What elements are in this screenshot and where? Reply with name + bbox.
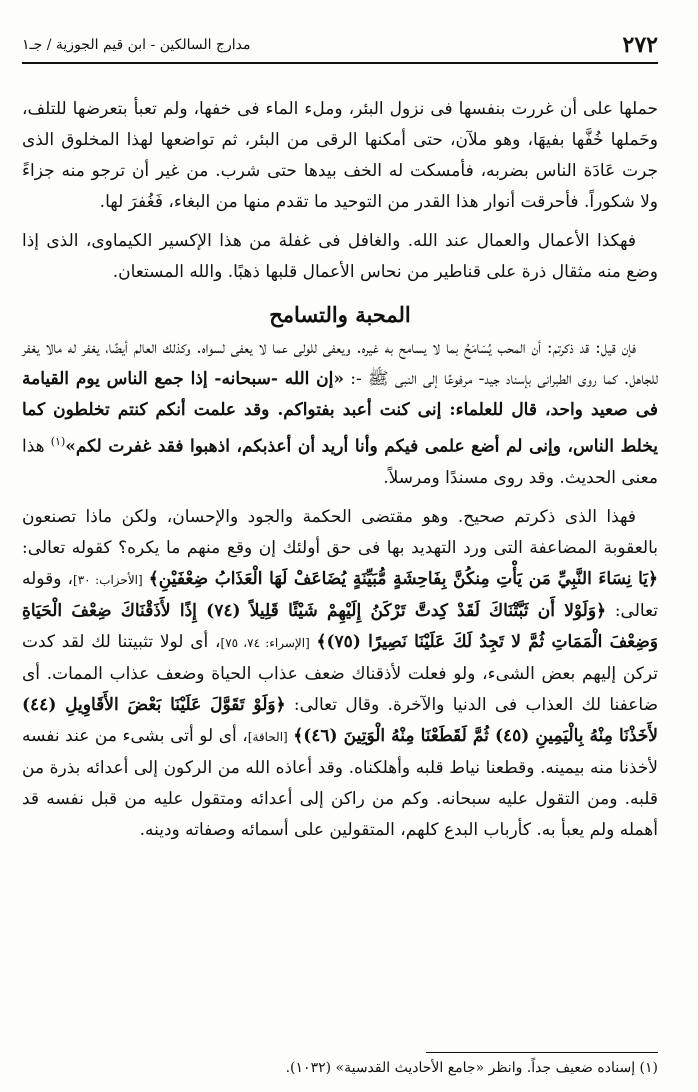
paragraph-4-commentary: ، أى لولا تثبيتنا لك لقد كدت تركن إليهم بعض الشىء، ولو فعلت لأذقناك ضعف عذاب الحياة وضعف عذاب الممات. أى ضاعفنا لك العذاب فى الدنيا والآخرة. وقال تعالى:	[22, 631, 659, 715]
paragraph-2: فهكذا الأعمال والعمال عند الله. والغافل فى غفلة من هذا الإكسير الكيماوى، الذى إذا وضع منه مثقال ذرة على قناطير من نحاس الأعمال قلبها ذهبًا. والله المستعان.	[22, 231, 658, 282]
quran-verse-1: ﴿يَا نِسَاءَ النَّبِيِّ مَن يَأْتِ مِنكُنَّ بِفَاحِشَةٍ مُّبَيِّنَةٍ يُضَاعَفْ لَهَا الْعَذَابُ ضِعْفَيْنِ﴾	[148, 568, 658, 589]
paragraph-4-connector: ، وقوله تعالى:	[22, 568, 659, 621]
quran-verse-2: ﴿وَلَوْلا أَن ثَبَّتْنَاكَ لَقَدْ كِدتَّ تَرْكَنُ إِلَيْهِمْ شَيْئًا قَلِيلاً (٧٤) إِذًا لأَذَقْنَاكَ ضِعْفَ الْحَيَاةِ وَضِعْفَ الْمَمَاتِ ثُمَّ لا تَجِدُ لَكَ عَلَيْنَا نَصِيرًا (٧٥)﴾	[22, 600, 659, 652]
page-number: ٢٧٢	[622, 32, 658, 58]
verse-ref-3: [الحاقة]	[247, 729, 288, 744]
footnote-marker: (١)	[50, 435, 66, 448]
verse-ref-1: [الأحزاب: ٣٠]	[73, 572, 143, 587]
paragraph-4-intro: فهذا الذى ذكرتم صحيح. وهو مقتضى الحكمة والجود والإحسان، ولكن ماذا تصنعون بالعقوبة المضاعفة التى ورد التهديد بها فى حق أولئك إن وقع منهم ما يكره؟ كقوله تعالى:	[22, 506, 658, 558]
quran-verse-3: ﴿وَلَوْ تَقَوَّلَ عَلَيْنَا بَعْضَ الأَقَاوِيلِ (٤٤) لأَخَذْنَا مِنْهُ بِالْيَمِينِ (٤٥) ثُمَّ لَقَطَعْنَا مِنْهُ الْوَتِينَ (٤٦)﴾	[22, 694, 658, 746]
paragraph-3	[22, 333, 658, 494]
section-title: المحبة والتسامح	[269, 302, 411, 327]
paragraph-3-end: هذا معنى الحديث. وقد روى مسندًا ومرسلاً.	[22, 436, 658, 488]
hadith-text: «إن الله -سبحانه- إذا جمع الناس يوم القيامة فى صعيد واحد، قال للعلماء: إنى كنت أعبد بفتواكم. وقد علمت أنكم كنتم تخلطون كما يخلط الناس، وإنى لم أضع علمى فيكم وأنا أريد أن أعذبكم، اذهبوا فقد غفرت لكم»	[22, 369, 659, 457]
paragraph-4-end: ، أى لو أتى بشىء من عند نفسه لأخذنا منه بيمينه. وقطعنا نياط قلبه وأهلكناه. وقد أعاذه الله من الركون إلى أعدائه بذرة من قلبه. ومن التقول عليه سبحانه. وكم من راكن إلى أعدائه ومتقول عليه من قبل نفسه قد أهمله ولم يعبأ به. كأرباب البدع كلهم، المتقولين على أسمائه وصفاته ودينه.	[22, 725, 658, 840]
footnote: (١) إسناده ضعيف جداً. وانظر «جامع الأحاديث القدسية» (١٠٣٢).	[285, 1060, 658, 1076]
running-title: مدارج السالكين - ابن قيم الجوزية / جـ١	[22, 37, 251, 53]
paragraph-4	[22, 502, 658, 846]
paragraph-3-intro: فإن قيل: قد ذكرتم: أن المحب يُسَامَحُ بما لا يسامح به غيره. ويعفى للولى عما لا يعفى لسواه. وكذلك العالم أيضًا، يغفر له مالا يغفر للجاهل. كما روى الطبرانى بإسناد جيد- مرفوعًا إلى النبى ﷺ -:	[22, 338, 659, 389]
footnote-divider	[426, 1052, 658, 1053]
body-text	[22, 94, 658, 846]
verse-ref-2: [الإسراء: ٧٤، ٧٥]	[220, 635, 310, 650]
paragraph-1: حملها على أن غررت بنفسها فى نزول البئر، وملء الماء فى خفها، ولم تعبأ بتعرضها للتلف، وحَملها خُفَّها بفيهَا، وهو ملآن، حتى أمكنها الرقى من البئر، ثم تواضعها لهذا المخلوق الذى جرت عَادَة الناس بضربه، فأمسكت له الخف بيدها حتى شرب. من غير أن ترجو منه جزاءً ولا شكوراً. فأحرقت أنوار هذا القدر من التوحيد ما تقدم منها من البغاء، فَغُفرَ لها.	[22, 99, 658, 212]
page-header	[22, 32, 658, 64]
